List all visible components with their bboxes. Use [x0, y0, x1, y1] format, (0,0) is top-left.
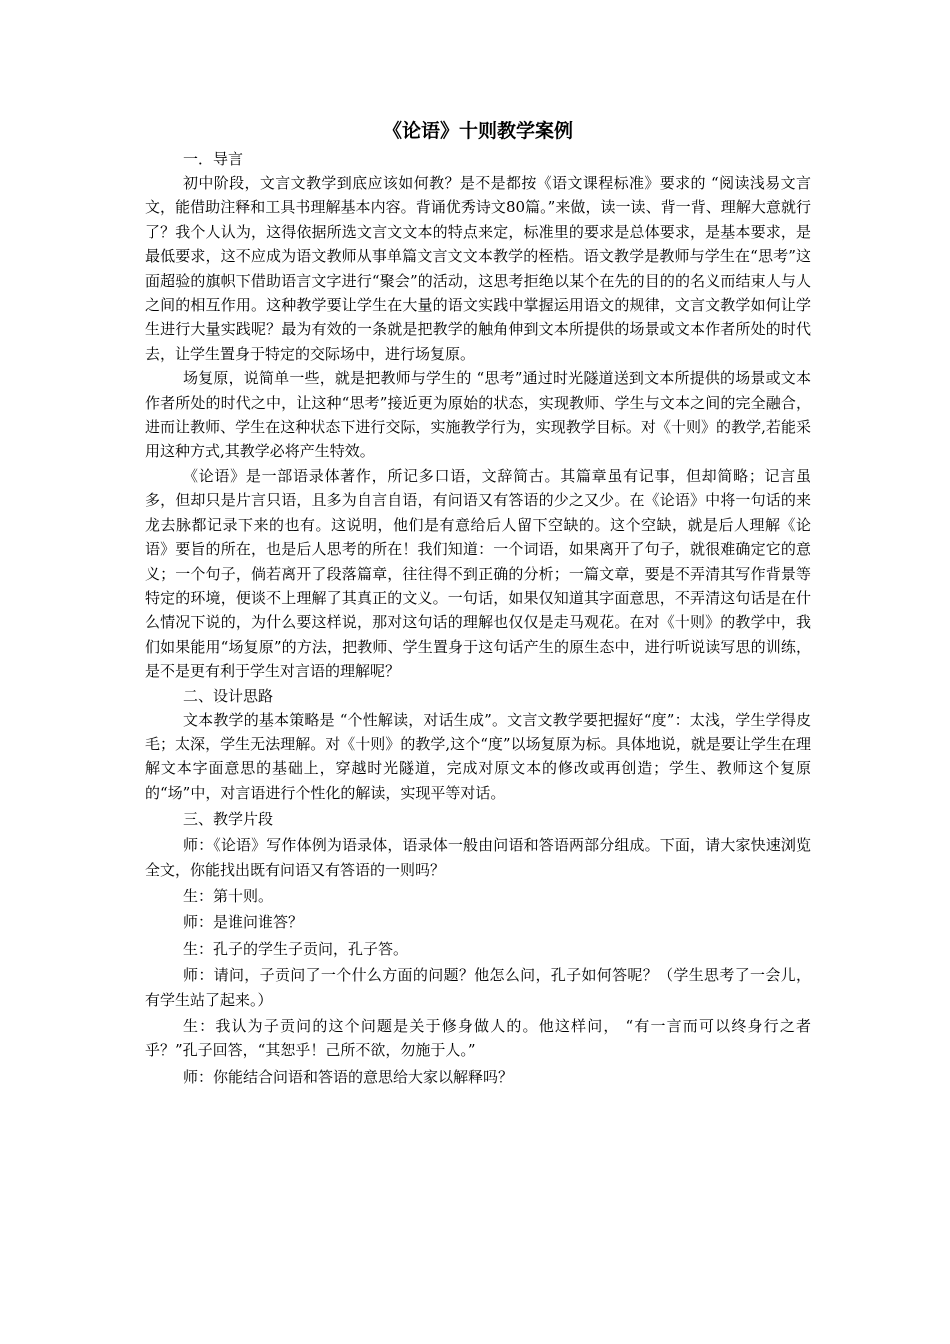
- dialog-line-3: 师：是谁问谁答？: [183, 913, 304, 932]
- section-heading-teaching: 三、教学片段: [183, 810, 274, 829]
- document-page: [145, 118, 811, 1089]
- intro-paragraph-1: 初中阶段，文言文教学到底应该如何教？是不是都按《语文课程标准》要求的 “阅读浅易文言文，能借助注释和工具书理解基本内容。背诵优秀诗文80篇。”来做，读一读、背一背、理解大意就行了？我个人认为，这得依据所选文言文文本的特点来定，标准里的要求是总体要求，是基本要求，是最低要求，这不应成为语文教师从事单篇文言文文本教学的桎梏。语文教学是教师与学生在“思考”这面超验的旗帜下借助语言文字进行“聚会”的活动，这思考拒绝以某个在先的目的的名义而结束人与人之间的相互作用。这种教学要让学生在大量的语文实践中掌握运用语文的规律，文言文教学如何让学生进行大量实践呢？最为有效的一条就是把教学的触角伸到文本所提供的场景或文本作者所处的时代去，让学生置身于特定的交际场中，进行场复原。: [145, 174, 811, 363]
- section-heading-intro: 一．导言: [183, 150, 244, 168]
- dialog-line-4: 生：孔子的学生子贡问，孔子答。: [183, 939, 409, 958]
- document-title: 《论语》十则教学案例: [382, 120, 573, 142]
- intro-paragraph-2: 场复原，说简单一些，就是把教师与学生的 “思考”通过时光隧道送到文本所提供的场景或文本作者所处的时代之中，让这种“思考”接近更为原始的状态，实现教师、学生与文本之间的完全融合，进而让教师、学生在这种状态下进行交际，实施教学行为，实现教学目标。对《十则》的教学,若能采用这种方式,其教学必将产生特效。: [145, 369, 811, 461]
- design-paragraph-1: 文本教学的基本策略是 “个性解读，对话生成”。文言文教学要把握好“度”：太浅，学生学得皮毛；太深，学生无法理解。对《十则》的教学,这个“度”以场复原为标。具体地说，就是要让学生在理解文本字面意思的基础上，穿越时光隧道，完成对原文本的修改或再创造；学生、教师这个复原的“场”中，对言语进行个性化的解读，实现平等对话。: [145, 710, 811, 802]
- dialog-line-5: 师：请问，子贡问了一个什么方面的问题？他怎么问，孔子如何答呢？（学生思考了一会儿，有学生站了起来。）: [145, 966, 811, 1009]
- dialog-line-7: 师：你能结合问语和答语的意思给大家以解释吗？: [183, 1067, 514, 1086]
- dialog-line-6: 生：我认为子贡问的这个问题是关于修身做人的。他这样问， “有一言而可以终身行之者乎？”孔子回答，“其恕乎！己所不欲，勿施于人。”: [145, 1017, 811, 1060]
- dialog-line-1: 师：《论语》写作体例为语录体，语录体一般由问语和答语两部分组成。下面，请大家快速浏览全文，你能找出既有问语又有答语的一则吗？: [145, 836, 811, 879]
- dialog-line-2: 生：第十则。: [183, 886, 274, 905]
- section-heading-design: 二、设计思路: [183, 686, 274, 705]
- intro-paragraph-3: 《论语》是一部语录体著作，所记多口语，文辞简古。其篇章虽有记事，但却简略；记言虽多，但却只是片言只语，且多为自言自语，有问语又有答语的少之又少。在《论语》中将一句话的来龙去脉都记录下来的也有。这说明，他们是有意给后人留下空缺的。这个空缺，就是后人理解《论语》要旨的所在，也是后人思考的所在！我们知道：一个词语，如果离开了句子，就很难确定它的意义；一个句子，倘若离开了段落篇章，往往得不到正确的分析；一篇文章，要是不弄清其写作背景等特定的环境，便谈不上理解了其真正的文义。一句话，如果仅知道其字面意思，不弄清这句话是在什么情况下说的，为什么要这样说，那对这句话的理解也仅仅是走马观花。在对《十则》的教学中，我们如果能用“场复原”的方法，把教师、学生置身于这句话产生的原生态中，进行听说读写思的训练，是不是更有利于学生对言语的理解呢？: [145, 466, 811, 681]
